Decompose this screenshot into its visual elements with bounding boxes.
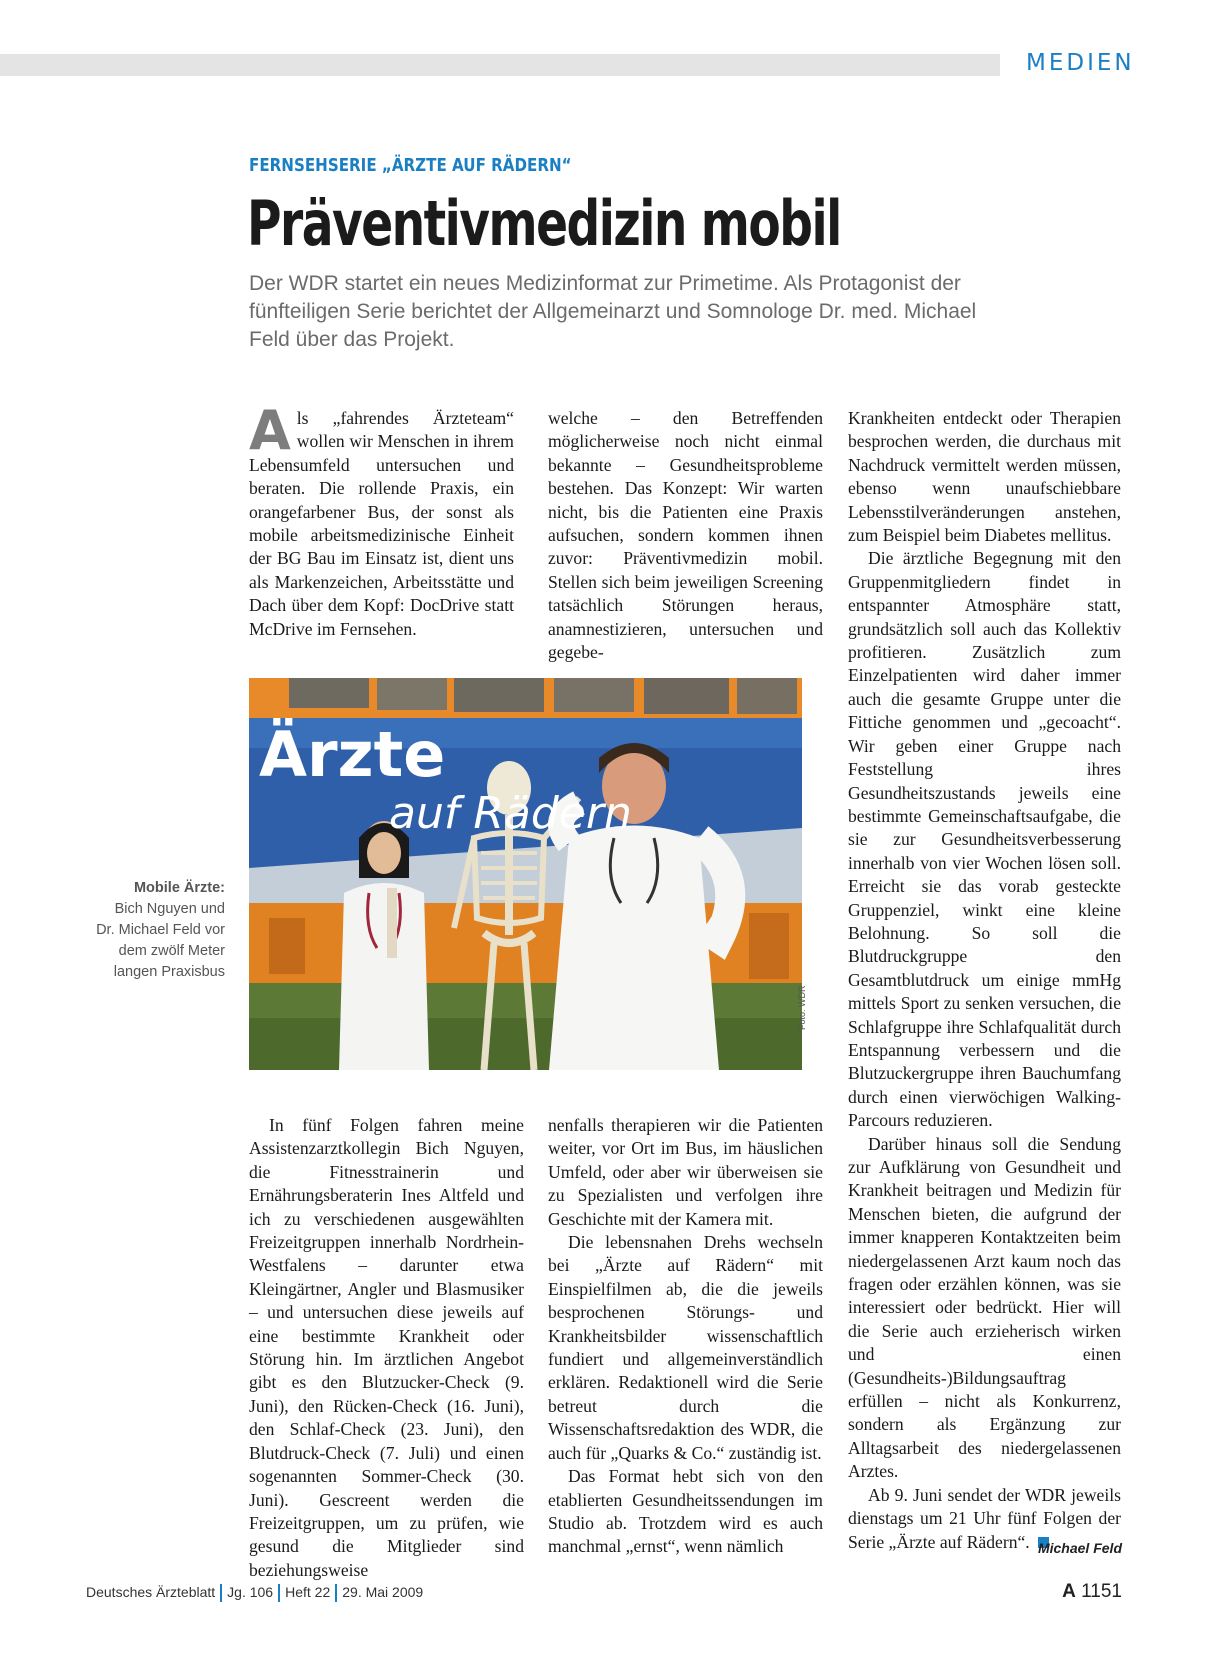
photo-credit: Foto: WDR: [797, 985, 807, 1030]
paragraph: Krankheiten entdeckt oder Therapien besprochen werden, die durchaus mit Nachdruck vermittelt werden müssen, ebenso wenn unaufschiebbare Lebensstilveränderungen anstehen, zum Beispiel beim Diabetes mellitus.: [848, 408, 1121, 546]
lead-line: Der WDR startet ein neues Medizinformat zur Primetime. Als Protagonist der: [249, 272, 961, 295]
page-number-value: 1151: [1081, 1581, 1122, 1602]
footer-citation: [86, 1584, 423, 1602]
article-author: Michael Feld: [1037, 1540, 1122, 1556]
lead-line: fünfteiligen Serie berichtet der Allgemeinarzt und Somnologe Dr. med. Michael: [249, 300, 977, 323]
caption-line: langen Praxisbus: [113, 964, 225, 980]
bus-photo-illustration: [249, 678, 802, 1070]
page-number: [1062, 1581, 1122, 1603]
caption-line: dem zwölf Meter: [118, 943, 225, 959]
paragraph: Ab 9. Juni sendet der WDR jeweils dienstags um 21 Uhr fünf Folgen der Serie „Ärzte auf Rädern“.: [848, 1484, 1121, 1552]
article-lead: [249, 270, 1089, 354]
divider: [335, 1584, 337, 1602]
journal-name: Deutsches Ärzteblatt: [86, 1584, 216, 1600]
paragraph: Die ärztliche Begegnung mit den Gruppenmitgliedern findet in entspannter Atmosphäre statt, grundsätzlich soll auch das Kollektiv profitieren. Zusätzlich zum Einzelpatienten wird daher immer auch die gesamte Gruppe unter die Fittiche genommen und „gecoacht“. Wir geben einer Gruppe nach Feststellung ihres Gesundheitszustands jeweils eine bestimmte Gemeinschaftsaufgabe, die sie zur Gesundheitsverbesserung innerhalb von vier Wochen lösen soll. Erreicht sie das vorab gesteckte Gruppenziel, winkt eine kleine Belohnung. So soll die Blutdruckgruppe den Gesamtblutdruck um einige mmHg mittels Sport zu senken versuchen, die Schlafgruppe ihre Schlafqualität durch Entspannung verbessern und die Blutzuckergruppe ihren Bauchumfang durch einen vierwöchigen Walking-Parcours reduzieren.: [848, 548, 1121, 1131]
photo-caption: [60, 878, 225, 983]
paragraph: Die lebensnahen Drehs wechseln bei „Ärzte auf Rädern“ mit Einspielfilmen ab, die die jeweils besprochenen Störungs- und Krankheitsbilder wissenschaftlich fundiert und allgemeinverständlich erklären. Redaktionell wird die Serie betreut durch die Wissenschaftsredaktion des WDR, die auch für „Quarks & Co.“ zuständig ist.: [548, 1232, 823, 1463]
header-bar: [0, 54, 1000, 76]
paragraph: nenfalls therapieren wir die Patienten weiter, vor Ort im Bus, im häuslichen Umfeld, oder aber wir überweisen sie zu Spezialisten und verfolgen ihre Geschichte mit der Kamera mit.: [548, 1115, 823, 1229]
journal-volume: Jg. 106: [227, 1584, 274, 1600]
article-photo: [249, 678, 802, 1070]
column-1-top: [249, 399, 514, 641]
paragraph: Darüber hinaus soll die Sendung zur Aufklärung von Gesundheit und Krankheit beitragen und Medizin für Menschen bieten, die aufgrund der immer knapperen Kontaktzeiten beim niedergelassenen Arzt kaum noch das fragen oder erzählen können, was sie interessiert oder bedrückt. Hier will die Serie auch erzieherisch wirken und einen (Gesundheits-)Bildungsauftrag erfüllen – nicht als Konkurrenz, sondern als Ergänzung zur Alltagsarbeit des niedergelassenen Arztes.: [848, 1133, 1121, 1482]
paragraph: ls „fahrendes Ärzteteam“ wollen wir Menschen in ihrem Lebensumfeld untersuchen und beraten. Die rollende Praxis, ein orangefarbener Bus, der sonst als mobile arbeitsmedizinische Einheit der BG Bau im Einsatz ist, dient uns als Markenzeichen, Arbeitsstätte und Dach über dem Kopf: DocDrive statt McDrive im Fernsehen.: [249, 408, 514, 639]
bus-text-1: Ärzte: [259, 718, 446, 791]
caption-title: Mobile Ärzte:: [133, 880, 225, 896]
divider: [278, 1584, 280, 1602]
column-1-bottom: [249, 1114, 524, 1582]
paragraph: welche – den Betreffenden möglicherweise noch nicht einmal bekannte – Gesundheitsprobleme bestehen. Das Konzept: Wir warten nicht, bis die Patienten eine Praxis aufsuchen, sondern kommen ihnen zuvor: Präventivmedizin mobil. Stellen sich beim jeweiligen Screening tatsächlich Störungen heraus, anamnestizieren, untersuchen und gegebe-: [548, 408, 823, 663]
bus-text-2: auf Rädern: [389, 788, 632, 839]
caption-line: Bich Nguyen und: [114, 901, 225, 917]
article-title: Präventivmedizin mobil: [247, 187, 841, 260]
lead-line: Feld über das Projekt.: [249, 328, 455, 351]
paragraph: Das Format hebt sich von den etablierten Gesundheitssendungen im Studio ab. Trotzdem wird es auch manchmal „ernst“, wenn nämlich: [548, 1466, 823, 1557]
column-3: [848, 407, 1121, 1554]
column-2-top: [548, 407, 823, 664]
article-kicker: FERNSEHSERIE „ÄRZTE AUF RÄDERN“: [249, 155, 572, 176]
drop-cap: A: [249, 399, 291, 462]
divider: [220, 1584, 222, 1602]
section-label: MEDIEN: [1026, 50, 1135, 76]
column-2-bottom: [548, 1114, 823, 1559]
paragraph: In fünf Folgen fahren meine Assistenzarztkollegin Bich Nguyen, die Fitnesstrainerin und Ernährungsberaterin Ines Altfeld und ich zu verschiedenen ausgewählten Freizeitgruppen innerhalb Nordrhein-Westfalens – darunter etwa Kleingärtner, Angler und Blasmusiker – und untersuchen diese jeweils auf eine bestimmte Krankheit oder Störung hin. Im ärztlichen Angebot gibt es den Blutzucker-Check (9. Juni), den Rücken-Check (16. Juni), den Schlaf-Check (23. Juni), den Blutdruck-Check (7. Juli) und einen sogenannten Sommer-Check (30. Juni). Gescreent werden die Freizeitgruppen, um zu prüfen, wie gesund die Mitglieder sind beziehungsweise: [249, 1115, 524, 1580]
caption-line: Dr. Michael Feld vor: [96, 922, 225, 938]
journal-date: 29. Mai 2009: [342, 1584, 424, 1600]
page-prefix: A: [1062, 1581, 1076, 1602]
journal-issue: Heft 22: [285, 1584, 331, 1600]
